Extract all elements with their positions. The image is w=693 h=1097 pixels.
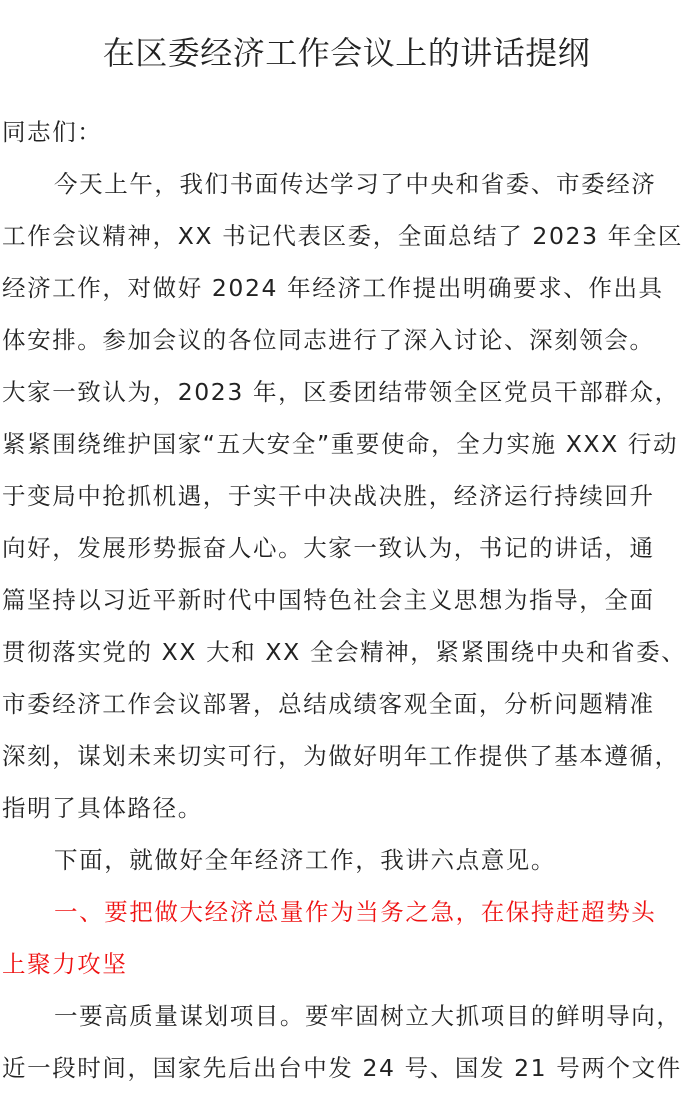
document-title: 在区委经济工作会议上的讲话提纲: [102, 34, 591, 72]
paragraph-line: 紧紧围绕维护国家“五大安全”重要使命，全力实施 XXX 行动: [2, 430, 679, 458]
paragraph-line: 篇坚持以习近平新时代中国特色社会主义思想为指导，全面: [2, 586, 655, 614]
paragraph-line: 近一段时间，国家先后出台中发 24 号、国发 21 号两个文件: [2, 1054, 682, 1082]
paragraph-line: 今天上午，我们书面传达学习了中央和省委、市委经济: [54, 170, 657, 198]
paragraph-line: 贯彻落实党的 XX 大和 XX 全会精神，紧紧围绕中央和省委、: [2, 638, 687, 666]
paragraph-line: 体安排。参加会议的各位同志进行了深入讨论、深刻领会。: [2, 326, 655, 354]
paragraph-line: 下面，就做好全年经济工作，我讲六点意见。: [54, 846, 556, 874]
paragraph-line: 指明了具体路径。: [2, 794, 203, 822]
document-body: [2, 106, 692, 1094]
section-heading-line: 上聚力攻坚: [2, 950, 128, 978]
paragraph-line: 经济工作，对做好 2024 年经济工作提出明确要求、作出具: [2, 274, 664, 302]
paragraph-line: 工作会议精神，XX 书记代表区委，全面总结了 2023 年全区: [2, 222, 684, 250]
paragraph-line: 向好，发展形势振奋人心。大家一致认为，书记的讲话，通: [2, 534, 655, 562]
paragraph-line: 一要高质量谋划项目。要牢固树立大抓项目的鲜明导向，: [54, 1002, 682, 1030]
paragraph-line: 于变局中抢抓机遇，于实干中决战决胜，经济运行持续回升: [2, 482, 655, 510]
paragraph-line: 深刻，谋划未来切实可行，为做好明年工作提供了基本遵循，: [2, 742, 680, 770]
salutation-line: 同志们：: [2, 118, 103, 146]
paragraph-line: 大家一致认为，2023 年，区委团结带领全区党员干部群众，: [2, 378, 680, 406]
paragraph-line: 市委经济工作会议部署，总结成绩客观全面，分析问题精准: [2, 690, 655, 718]
section-heading-line: 一、要把做大经济总量作为当务之急，在保持赶超势头: [54, 898, 657, 926]
